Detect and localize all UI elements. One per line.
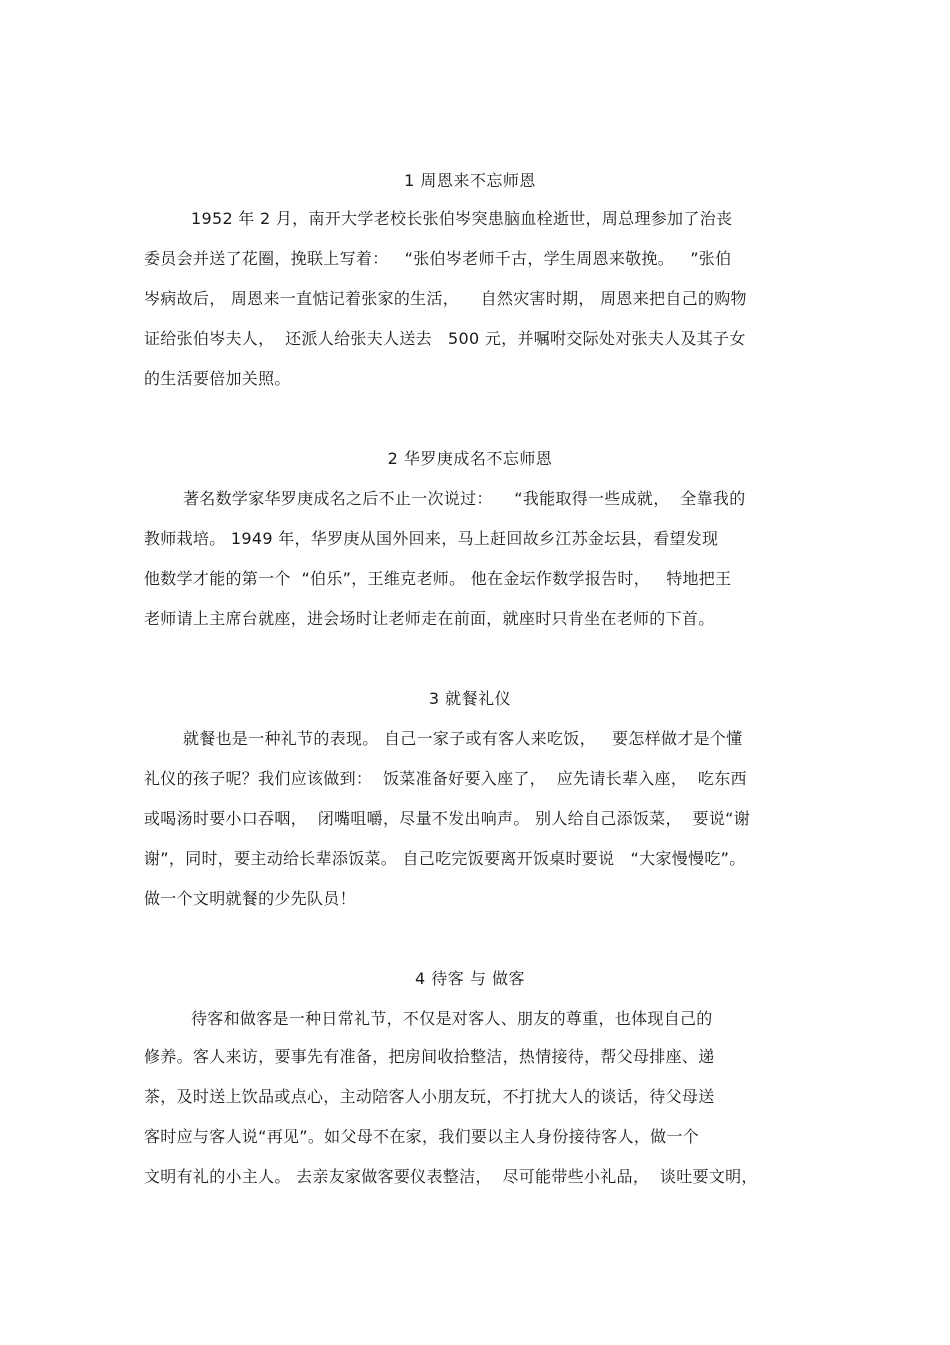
section-3-line-1: 就餐也是一种礼节的表现。 自己一家子或有客人来吃饭， 要怎样做才是个懂 bbox=[183, 729, 743, 748]
section-1-line-4: 证给张伯岑夫人， 还派人给张夫人送去 500 元，并嘱咐交际处对张夫人及其子女 bbox=[144, 329, 746, 348]
section-1-line-2: 委员会并送了花圈，挽联上写着： “张伯岑老师千古，学生周恩来敬挽。 ”张伯 bbox=[144, 249, 732, 268]
section-1-line-3: 岑病故后， 周恩来一直惦记着张家的生活， 自然灾害时期， 周恩来把自己的购物 bbox=[144, 289, 747, 308]
section-2-line-3: 他数学才能的第一个 “伯乐”，王维克老师。 他在金坛作数学报告时， 特地把王 bbox=[144, 569, 732, 588]
section-3-line-2: 礼仪的孩子呢？我们应该做到： 饭菜准备好要入座了， 应先请长辈入座， 吃东西 bbox=[144, 769, 747, 788]
section-4-line-4: 客时应与客人说“再见”。如父母不在家，我们要以主人身份接待客人，做一个 bbox=[144, 1127, 700, 1146]
section-1-line-5: 的生活要倍加关照。 bbox=[144, 369, 291, 388]
section-4-line-5: 文明有礼的小主人。 去亲友家做客要仪表整洁， 尽可能带些小礼品， 谈吐要文明， bbox=[144, 1167, 758, 1186]
section-1-line-1: 1952 年 2 月，南开大学老校长张伯岑突患脑血栓逝世，周总理参加了治丧 bbox=[191, 209, 733, 228]
section-2-line-2: 教师栽培。 1949 年，华罗庚从国外回来，马上赶回故乡江苏金坛县，看望发现 bbox=[144, 529, 719, 548]
section-3-line-5: 做一个文明就餐的少先队员！ bbox=[144, 889, 356, 908]
section-3-title: 3 就餐礼仪 bbox=[428, 689, 512, 708]
section-1-title: 1 周恩来不忘师恩 bbox=[404, 171, 536, 190]
section-3-line-4: 谢”，同时，要主动给长辈添饭菜。 自己吃完饭要离开饭桌时要说 “大家慢慢吃”。 bbox=[144, 849, 746, 868]
section-2-line-1: 著名数学家华罗庚成名之后不止一次说过： “我能取得一些成就， 全靠我的 bbox=[183, 489, 746, 508]
section-4-title: 4 待客 与 做客 bbox=[415, 969, 525, 988]
section-3-line-3: 或喝汤时要小口吞咽， 闭嘴咀嚼，尽量不发出响声。 别人给自己添饭菜， 要说“谢 bbox=[144, 809, 751, 828]
section-2-line-4: 老师请上主席台就座，进会场时让老师走在前面，就座时只肯坐在老师的下首。 bbox=[144, 609, 715, 628]
section-2-title: 2 华罗庚成名不忘师恩 bbox=[387, 449, 553, 468]
section-4-line-2: 修养。客人来访，要事先有准备，把房间收拾整洁，热情接待，帮父母排座、递 bbox=[144, 1047, 715, 1066]
section-4-line-3: 茶，及时送上饮品或点心，主动陪客人小朋友玩，不打扰大人的谈话，待父母送 bbox=[144, 1087, 715, 1106]
section-4-line-1: 待客和做客是一种日常礼节，不仅是对客人、朋友的尊重，也体现自己的 bbox=[191, 1009, 713, 1028]
